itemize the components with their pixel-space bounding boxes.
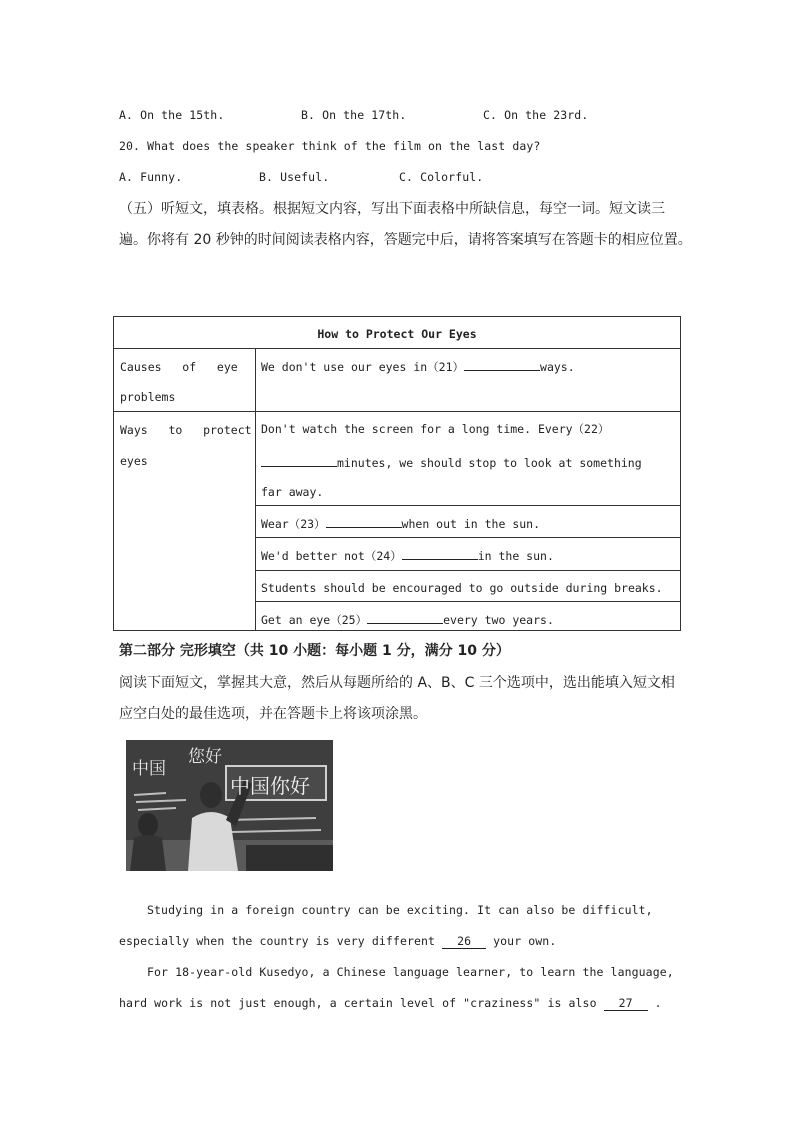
q19-option-a: A. On the 15th.: [119, 108, 225, 122]
passage-p1-line2-pre: especially when the country is very different: [119, 934, 436, 948]
row2e-post: every two years.: [443, 613, 554, 627]
row2a-line2: [261, 454, 642, 470]
part2-instruction-line1: 阅读下面短文，掌握其大意，然后从每题所给的 A、B、C 三个选项中，选出能填入短文相: [119, 675, 675, 691]
q19-option-c: C. On the 23rd.: [483, 108, 589, 122]
photo-sign-zhongguonihao: 中国你好: [230, 774, 310, 798]
photo-sign-zhongguo: 中国: [132, 759, 166, 779]
part2-heading: 第二部分 完形填空（共 10 小题：每小题 1 分，满分 10 分）: [119, 643, 510, 659]
section5-instruction-line1: （五）听短文，填表格。根据短文内容，写出下面表格中所缺信息，每空一词。短文读三: [119, 201, 665, 217]
blank-25[interactable]: [367, 611, 443, 624]
row2b: [261, 515, 540, 532]
row1-text-pre: We don't use our eyes in（21）: [261, 360, 465, 374]
row2a-line1: Don't watch the screen for a long time. Every（22）: [261, 422, 610, 436]
passage-p2-line2-post: .: [654, 996, 662, 1010]
passage-p2-line2-pre: hard work is not just enough, a certain level of "craziness" is also: [119, 996, 597, 1010]
q20-option-a: A. Funny.: [119, 170, 183, 184]
row1-text-post: ways.: [540, 360, 575, 374]
row2-label-line1: Ways to protect: [120, 423, 252, 437]
row2b-pre: Wear（23）: [261, 517, 326, 531]
q20-question: 20. What does the speaker think of the film on the last day?: [119, 139, 541, 153]
row2a-line3: far away.: [261, 485, 324, 499]
classroom-photo: [126, 740, 333, 871]
row2c: [261, 547, 554, 564]
q20-option-c: C. Colorful.: [399, 170, 484, 184]
eyes-table: [113, 316, 681, 631]
blank-26[interactable]: 26: [442, 934, 486, 949]
row2e: [261, 611, 554, 628]
q19-option-b: B. On the 17th.: [301, 108, 407, 122]
row2c-post: in the sun.: [477, 549, 554, 563]
row2e-pre: Get an eye（25）: [261, 613, 368, 627]
passage-p1-line1: Studying in a foreign country can be exciting. It can also be difficult,: [147, 903, 653, 917]
blank-24[interactable]: [402, 547, 478, 560]
q20-option-b: B. Useful.: [259, 170, 330, 184]
row2c-pre: We'd better not（24）: [261, 549, 402, 563]
blank-22[interactable]: [261, 454, 337, 467]
row1-text: [261, 358, 575, 375]
row2b-post: when out in the sun.: [401, 517, 541, 531]
part2-instruction-line2: 应空白处的最佳选项，并在答题卡上将该项涂黑。: [119, 706, 427, 722]
row2d: Students should be encouraged to go outside during breaks.: [261, 581, 663, 595]
blank-27[interactable]: 27: [604, 996, 648, 1011]
section5-instruction-line2: 遍。你将有 20 秒钟的时间阅读表格内容，答题完中后，请将答案填写在答题卡的相应位置。: [119, 232, 692, 248]
photo-sign-ninhao: 您好: [188, 747, 222, 767]
row1-label-line2: problems: [120, 390, 176, 404]
row2-label-line2: eyes: [120, 454, 148, 468]
table-title: How to Protect Our Eyes: [317, 327, 477, 341]
row1-label-line1: Causes of eye: [120, 360, 238, 374]
blank-23[interactable]: [326, 515, 402, 528]
passage-p1-line2: [119, 934, 556, 949]
blank-21[interactable]: [464, 358, 540, 371]
passage-p2-line1: For 18-year-old Kusedyo, a Chinese language learner, to learn the language,: [147, 965, 674, 979]
row2a-line2-post: minutes, we should stop to look at something: [337, 456, 642, 470]
passage-p2-line2: [119, 996, 662, 1011]
passage-p1-line2-post: your own.: [493, 934, 557, 948]
